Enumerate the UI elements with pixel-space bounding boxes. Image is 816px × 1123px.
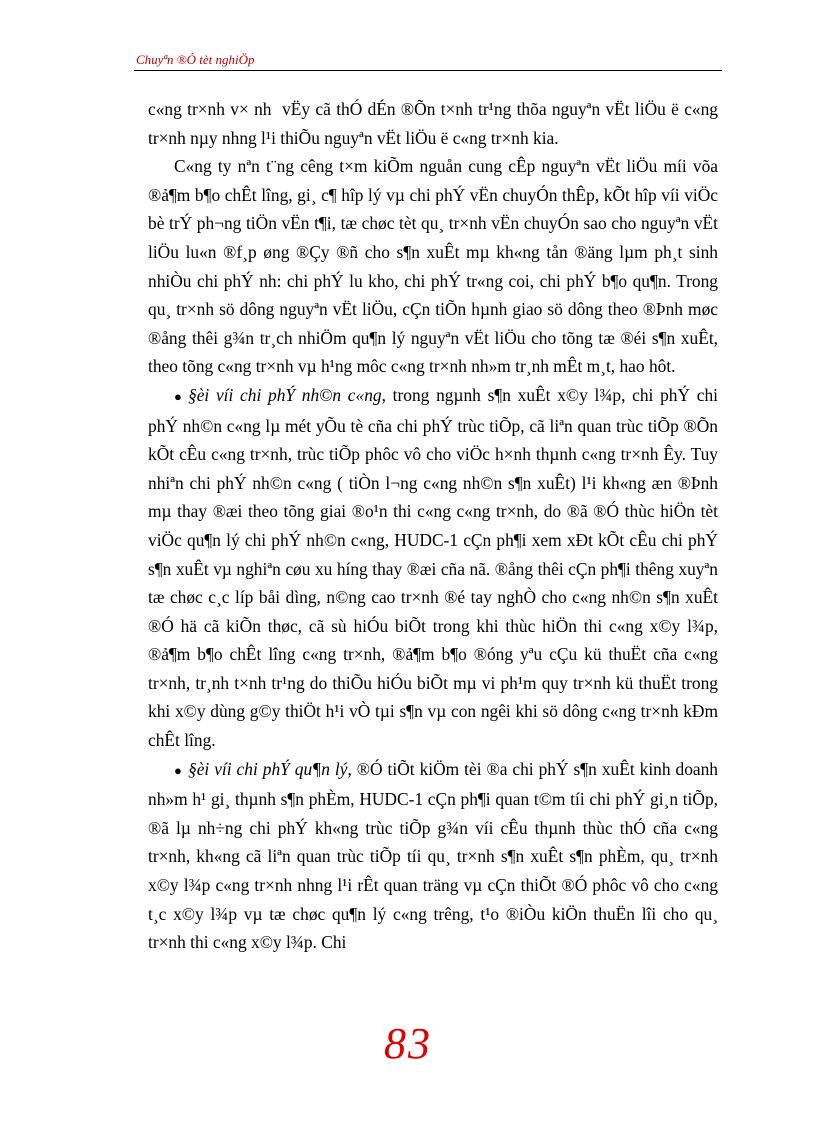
bullet-paragraph [148, 755, 718, 957]
bullet-text: , ®Ó tiÕt kiÖm tèi ®a chi phÝ s¶n xuÊt kinh doanh nh»m h¹ gi¸ thµnh s¶n phÈm, HUDC-1 cÇn ph¶i quan t©m tíi chi phÝ gi¸n tiÕp, ®ã lµ nh÷ng chi phÝ kh«ng trùc tiÕp g¾n víi cÊu thµnh thùc thÓ cña c«ng tr×nh, kh«ng cã liªn quan trùc tiÕp tíi qu¸ tr×nh s¶n xuÊt s¶n phÈm, qu¸ tr×nh x©y l¾p c«ng tr×nh nhng l¹i rÊt quan träng vµ cÇn thiÕt ®Ó phôc vô cho c«ng t¸c x©y l¾p vµ tæ chøc qu¶n lý c«ng trêng, t¹o ®iÒu kiÖn thuËn lîi cho qu¸ tr×nh thi c«ng x©y l¾p. Chi [148, 758, 719, 953]
document-body [148, 95, 718, 957]
bullet-text: , trong ngµnh s¶n xuÊt x©y l¾p, chi phÝ chi phÝ nh©n c«ng lµ mét yÕu tè cña chi phÝ trùc tiÕp, cã liªn quan trùc tiÕp ®Õn kÕt cÊu c«ng tr×nh, trùc tiÕp phôc vô cho viÖc h×nh thµnh c«ng tr×nh Êy. Tuy nhiªn chi phÝ nh©n c«ng ( tiÒn l¬ng c«ng nh©n s¶n xuÊt) l¹i kh«ng æn ®Þnh mµ thay ®æi theo tõng giai ®o¹n thi c«ng c«ng tr×nh, do ®ã ®Ó thùc hiÖn tèt viÖc qu¶n lý chi phÝ nh©n c«ng, HUDC-1 cÇn ph¶i xem xÐt kÕt cÊu chi phÝ s¶n xuÊt vµ nghiªn cøu xu híng thay ®æi cña nã. ®ång thêi cÇn ph¶i thêng xuyªn tæ chøc c¸c líp båi dìng, n©ng cao tr×nh ®é tay nghÒ cho c«ng nh©n s¶n xuÊt ®Ó hä cã kiÕn thøc, cã sù hiÓu biÕt trong khi thùc hiÖn thi c«ng x©y l¾p, ®ả¶m b¶o chÊt lîng c«ng tr×nh, ®ả¶m b¶o ®óng yªu cÇu kü thuËt cña c«ng tr×nh, tr¸nh t×nh tr¹ng do thiÕu hiÓu biÕt mµ vi ph¹m quy tr×nh kü thuËt trong khi x©y dùng g©y thiÖt h¹i vÒ tµi s¶n vµ con ngêi khi sö dông c«ng tr×nh kÐm chÊt lîng. [148, 384, 718, 751]
paragraph: c«ng tr×nh v× nh vËy cã thÓ dÉn ®Õn t×nh tr¹ng thõa nguyªn vËt liÖu ë c«ng tr×nh nµy nhng l¹i thiÕu nguyªn vËt liÖu ë c«ng tr×nh kia. [148, 99, 718, 148]
header-title: Chuyªn ®Ò tèt nghiÖp [136, 52, 255, 67]
bullet-paragraph [148, 381, 718, 755]
page-number: 83 [384, 1019, 432, 1068]
bullet-icon: ● [174, 388, 182, 404]
paragraph: C«ng ty nªn t¨ng cêng t×m kiÕm nguån cung cÊp nguyªn vËt liÖu míi võa ®ả¶m b¶o chÊt lîng, gi¸ c¶ hîp lý vµ chi phÝ vËn chuyÓn thÊp, kÕt hîp víi viÖc bè trÝ ph¬ng tiÖn vËn t¶i, tæ chøc tèt qu¸ tr×nh vËn chuyÓn sao cho nguyªn vËt liÖu lu«n ®f¸p øng ®Çy ®ñ cho s¶n xuÊt mµ kh«ng tån ®äng lµm ph¸t sinh nhiÒu chi phÝ nh: chi phÝ lu kho, chi phÝ tr«ng coi, chi phÝ b¶o qu¶n. Trong qu¸ tr×nh sö dông nguyªn vËt liÖu, cÇn tiÕn hµnh giao sö dông theo ®Þnh møc ®ång thêi g¾n tr¸ch nhiÖm qu¶n lý nguyªn vËt liÖu cho tõng tæ ®éi s¶n xuÊt, theo tõng c«ng tr×nh vµ h¹ng môc c«ng tr×nh nh»m tr¸nh mÊt m¸t, hao hôt. [148, 156, 718, 377]
page-header [134, 50, 722, 71]
bullet-icon: ● [174, 762, 182, 778]
bullet-lead: §èi víi chi phÝ nh©n c«ng [188, 384, 382, 405]
bullet-lead: §èi víi chi phÝ qu¶n lý [188, 758, 348, 779]
